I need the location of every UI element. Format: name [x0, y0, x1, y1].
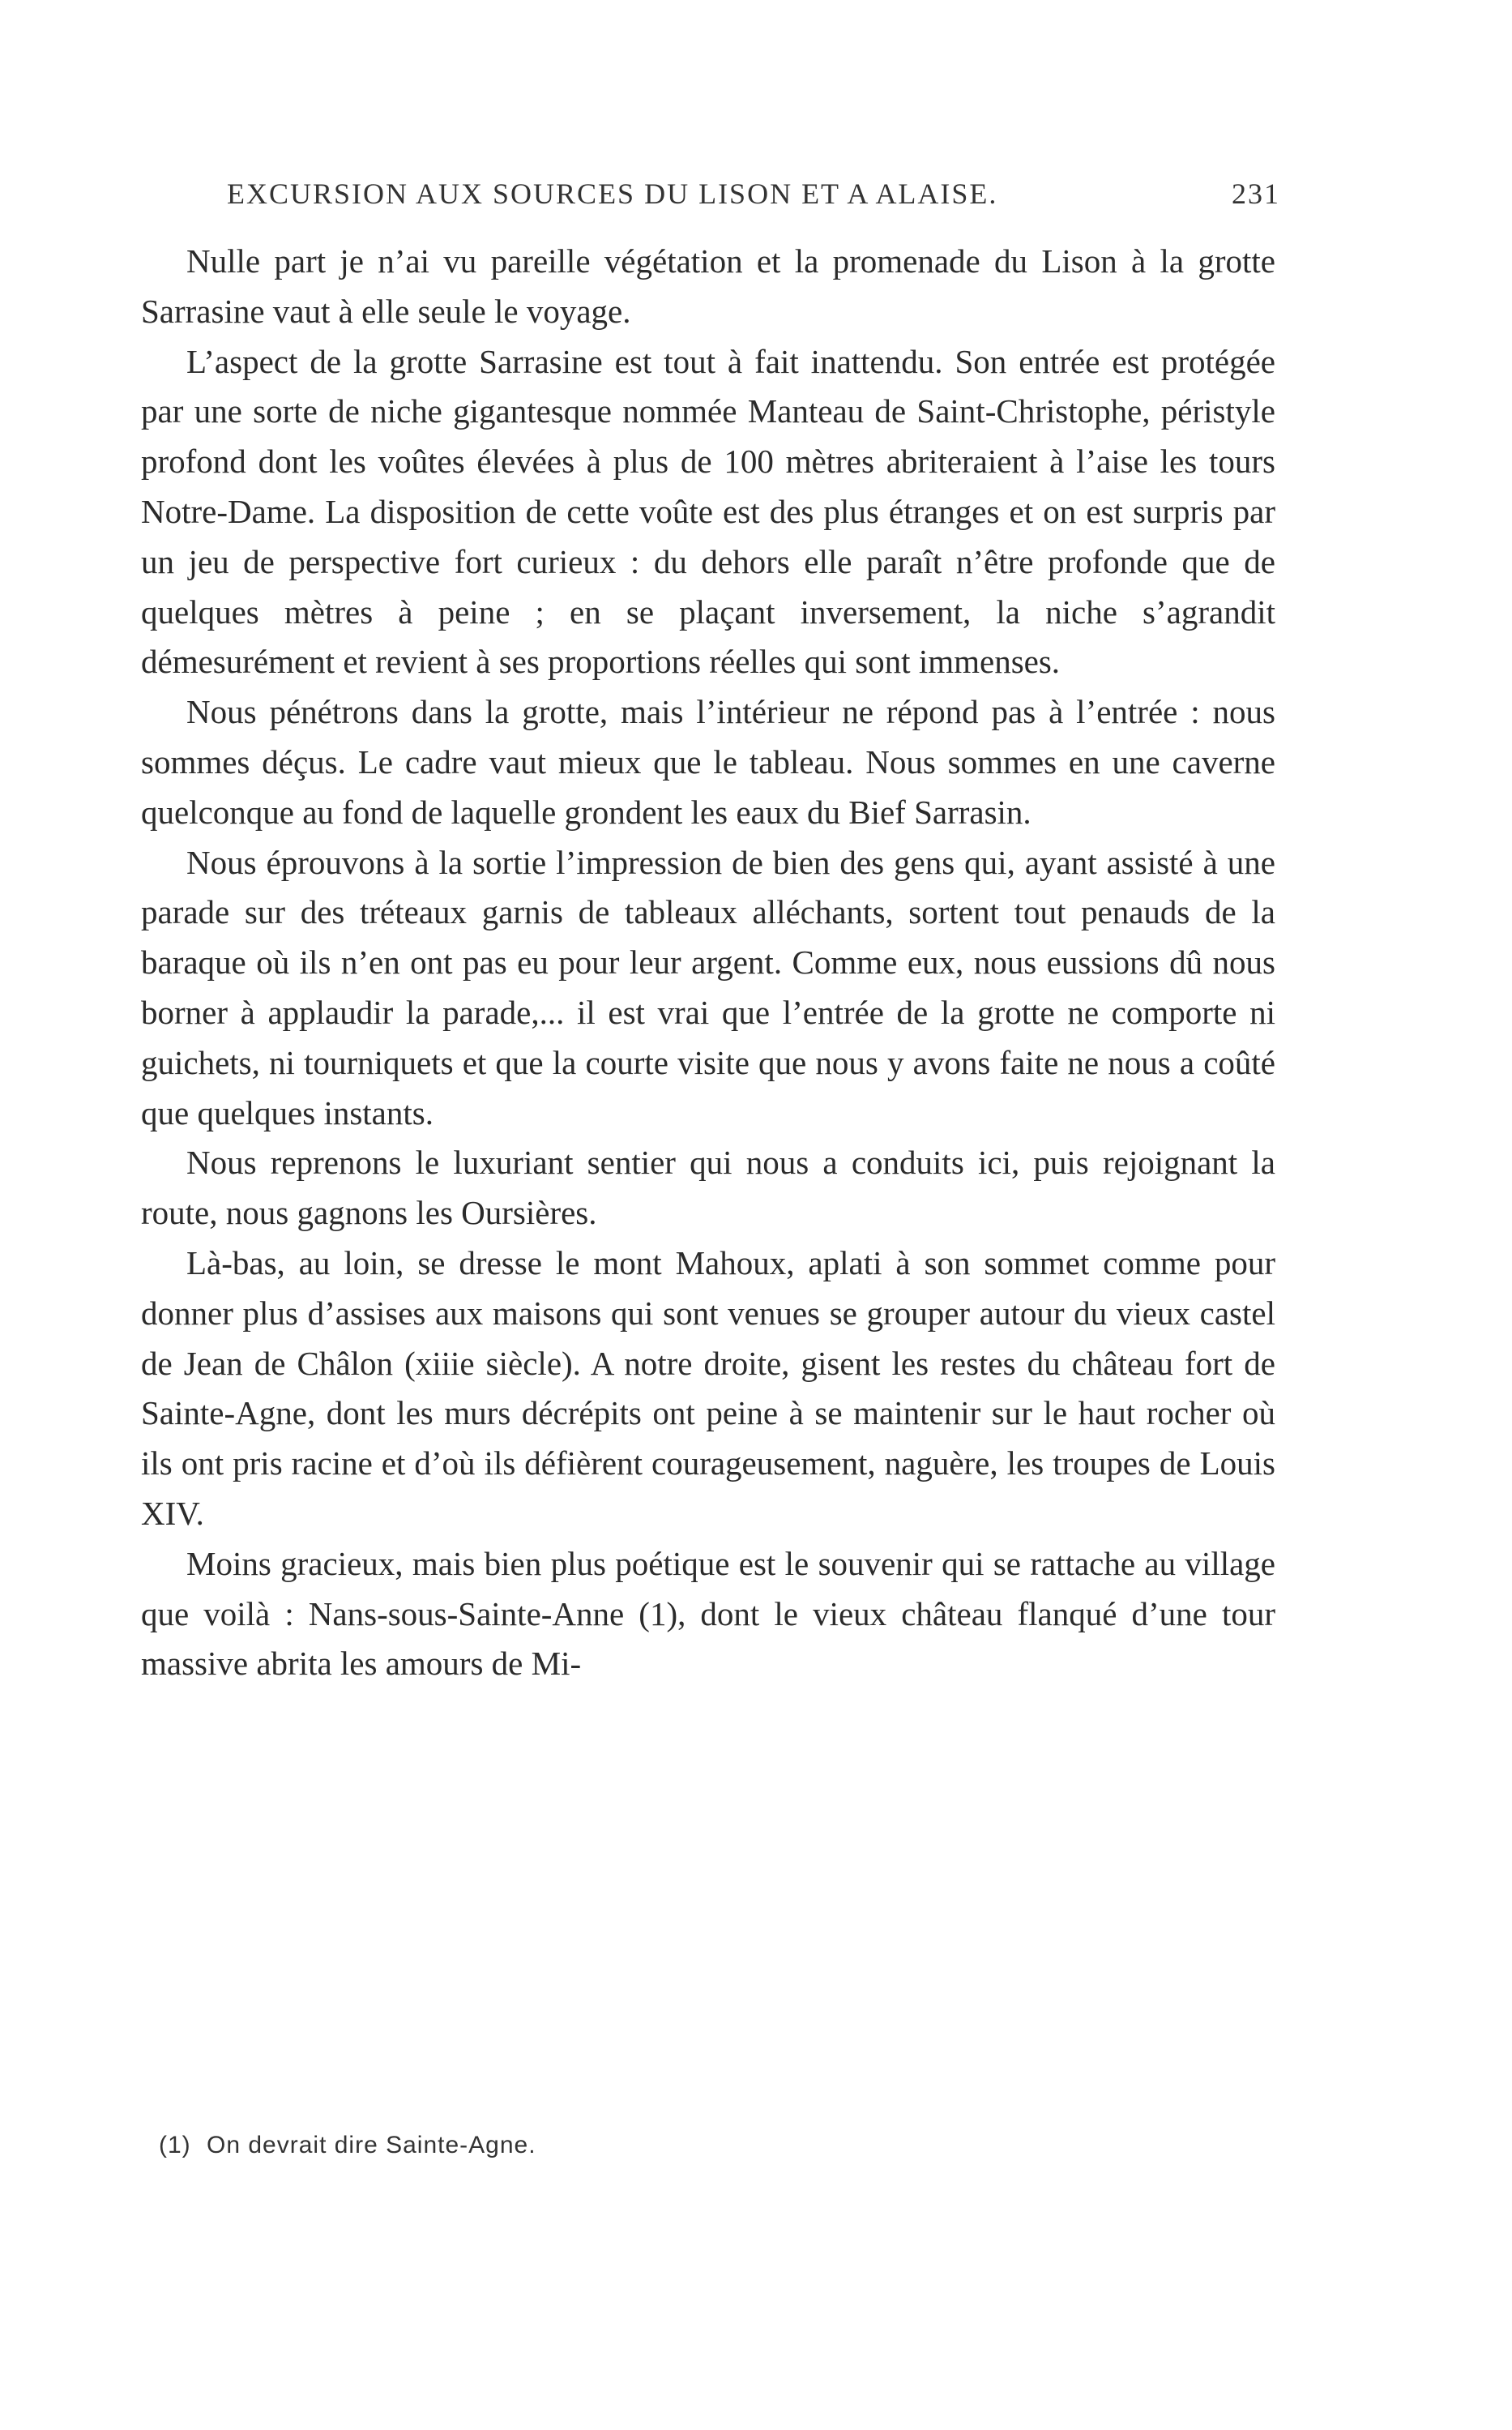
paragraph: Moins gracieux, mais bien plus poétique est le souvenir qui se rattache au village que voilà : Nans-sous-Sainte-Anne (1), dont le vieux château flanqué d’une tour massive abrita les amours de Mi- [141, 1544, 1275, 1683]
paragraph: Là-bas, au loin, se dresse le mont Mahoux, aplati à son sommet comme pour donner plus d’assises aux maisons qui sont venues se grouper autour du vieux castel de Jean de Châlon (xiiie siècle). A notre droite, gisent les restes du château fort de Sainte-Agne, dont les murs décrépits ont peine à se maintenir sur le haut rocher où ils ont pris racine et d’où ils défièrent courageusement, naguère, les troupes de Louis XIV. [141, 1243, 1275, 1532]
running-head [138, 177, 1280, 225]
body-text [141, 237, 1275, 1689]
footnote-text: On devrait dire Sainte-Agne. [207, 2132, 536, 2158]
footnote [159, 2132, 1212, 2159]
paragraph: Nous reprenons le luxuriant sentier qui nous a conduits ici, puis rejoignant la route, nous gagnons les Oursières. [141, 1144, 1275, 1232]
running-title: EXCURSION AUX SOURCES DU LISON ET A ALAISE. [227, 178, 998, 210]
paragraph: Nulle part je n’ai vu pareille végétation et la promenade du Lison à la grotte Sarrasine vaut à elle seule le voyage. [141, 242, 1275, 330]
paragraph: L’aspect de la grotte Sarrasine est tout à fait inattendu. Son entrée est protégée par une sorte de niche gigantesque nommée Manteau de Saint-Christophe, péristyle profond dont les voûtes élevées à plus de 100 mètres abriteraient à l’aise les tours Notre-Dame. La disposition de cette voûte est des plus étranges et on est surpris par un jeu de perspective fort curieux : du dehors elle paraît n’être profonde que de quelques mètres à peine ; en se plaçant inversement, la niche s’agrandit démesurément et revient à ses proportions réelles qui sont immenses. [141, 342, 1275, 681]
footnote-mark: (1) [159, 2132, 191, 2158]
paragraph: Nous éprouvons à la sortie l’impression de bien des gens qui, ayant assisté à une parade sur des tréteaux garnis de tableaux alléchants, sortent tout penauds de la baraque où ils n’en ont pas eu pour leur argent. Comme eux, nous eussions dû nous borner à applaudir la parade,... il est vrai que l’entrée de la grotte ne comporte ni guichets, ni tourniquets et que la courte visite que nous y avons faite ne nous a coûté que quelques instants. [141, 843, 1275, 1132]
page-number: 231 [1232, 178, 1280, 210]
paragraph: Nous pénétrons dans la grotte, mais l’intérieur ne répond pas à l’entrée : nous sommes déçus. Le cadre vaut mieux que le tableau. Nous sommes en une caverne quelconque au fond de laquelle grondent les eaux du Bief Sarrasin. [141, 693, 1275, 831]
